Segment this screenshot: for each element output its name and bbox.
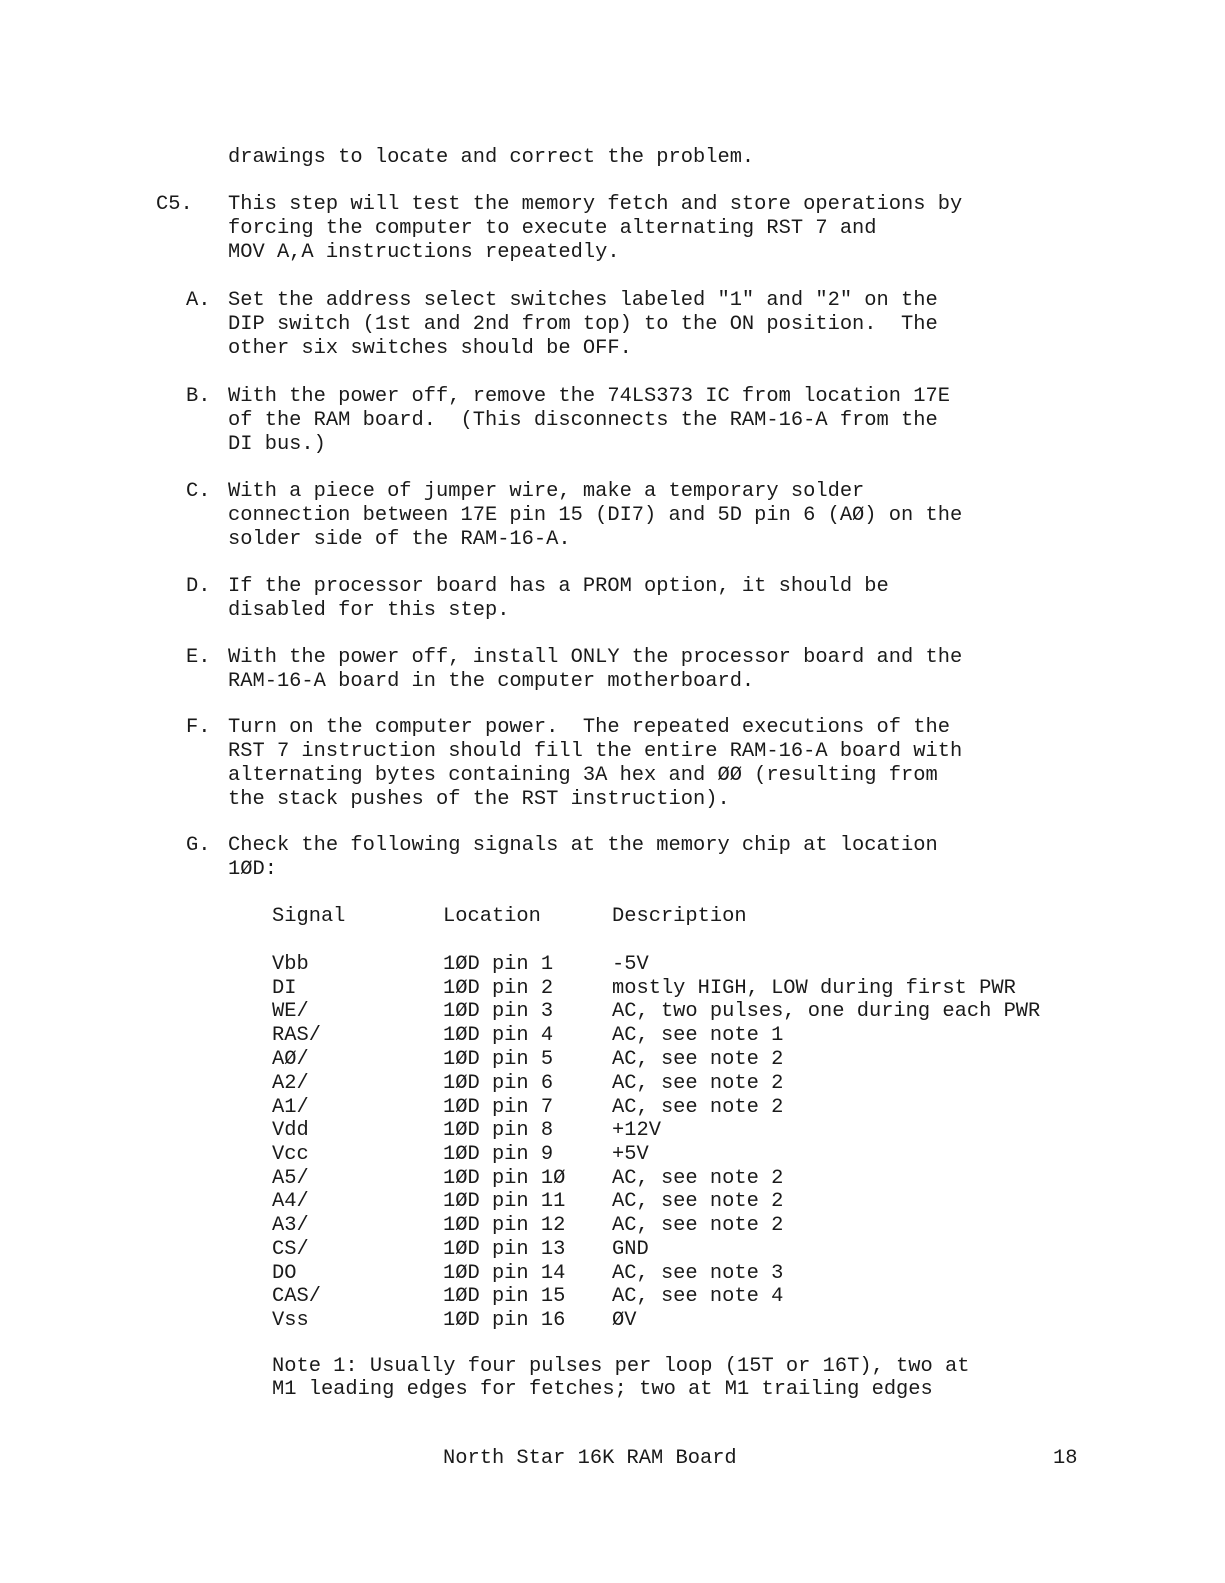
cell-description: AC, see note 1 <box>612 1024 784 1047</box>
step-label-c5: C5. <box>156 193 193 216</box>
cell-location: 1ØD pin 7 <box>443 1096 554 1119</box>
header-signal: Signal <box>272 905 346 928</box>
cell-signal: AØ/ <box>272 1048 309 1071</box>
cell-signal: WE/ <box>272 1000 309 1023</box>
footer-title: North Star 16K RAM Board <box>443 1447 737 1470</box>
continuation-line: drawings to locate and correct the problem. <box>228 146 755 169</box>
cell-location: 1ØD pin 5 <box>443 1048 554 1071</box>
cell-description: AC, see note 2 <box>612 1096 784 1119</box>
table-row <box>0 1238 1225 1262</box>
cell-signal: A1/ <box>272 1096 309 1119</box>
cell-description: GND <box>612 1238 649 1261</box>
cell-location: 1ØD pin 9 <box>443 1143 554 1166</box>
table-row <box>0 1285 1225 1309</box>
cell-description: AC, see note 2 <box>612 1048 784 1071</box>
table-row <box>0 1262 1225 1286</box>
cell-location: 1ØD pin 11 <box>443 1190 566 1213</box>
table-row <box>0 1309 1225 1333</box>
step-label-c: C. <box>186 480 211 503</box>
cell-description: mostly HIGH, LOW during first PWR <box>612 977 1016 1000</box>
cell-description: AC, see note 3 <box>612 1262 784 1285</box>
table-row <box>0 1048 1225 1072</box>
table-row <box>0 953 1225 977</box>
cell-signal: RAS/ <box>272 1024 321 1047</box>
table-header-row <box>0 905 1225 929</box>
cell-signal: CS/ <box>272 1238 309 1261</box>
cell-description: AC, see note 4 <box>612 1285 784 1308</box>
cell-signal: Vcc <box>272 1143 309 1166</box>
document-page: drawings to locate and correct the problem. C5. This step will test the memory fetch and store operations by forcing the computer to execute alternating RST 7 and MOV A,A instructions repeatedly. A. Set the address select switches labeled "1" and "2" on the DIP switch (1st and 2nd from top) to the ON position. The other six switches should be OFF. B. With the power off, remove the 74LS373 IC from location 17E of the RAM board. (This disconnects the RAM-16-A from the DI bus.) C. With a piece of jumper wire, make a temporary solder connection between 17E pin 15 (DI7) and 5D pin 6 (AØ) on the solder side of the RAM-16-A. D. If the processor board has a PROM option, it should be disabled for this step. E. With the power off, install ONLY the processor board and the RAM-16-A board in the computer motherboard. F. Turn on the computer power. The repeated executions of the RST 7 instruction should fill the entire RAM-16-A board with alternating bytes containing 3A hex and ØØ (resulting from the stack pushes of the RST instruction). G. Check the following signals at the memory chip at location 1ØD: Signal Location Description Vbb 1ØD pin 1 -5V DI 1ØD pin 2 mostly HIGH, LOW during first PWR WE/ 1ØD pin 3 AC, two pulses, one during each PWR RAS/ 1ØD pin 4 AC, see note 1 AØ/ 1ØD pin 5 AC, see note 2 A2/ 1ØD pin 6 AC, see note 2 A1/ 1ØD pin 7 AC, see note 2 Vdd 1ØD pin 8 +12V Vcc 1ØD pin 9 +5V A5/ 1ØD pin 1Ø AC, see note 2 A4/ 1ØD pin 11 AC, see note 2 A3/ 1ØD pin 12 AC, see note 2 CS/ 1ØD pin 13 GND DO 1ØD pin 14 AC, see note 3 CAS/ 1ØD pin 15 AC, see note 4 Vss 1ØD pin 16 ØV Note 1: Usually four pulses per loop (15T or 16T), two at M1 leading edges for fetches; two at M1 trailing edges North Star 16K RAM Board 18 <box>0 0 1225 1583</box>
cell-location: 1ØD pin 6 <box>443 1072 554 1095</box>
cell-description: +5V <box>612 1143 649 1166</box>
table-row <box>0 1190 1225 1214</box>
step-label-b: B. <box>186 385 211 408</box>
cell-location: 1ØD pin 1 <box>443 953 554 976</box>
table-row <box>0 1024 1225 1048</box>
cell-signal: DI <box>272 977 297 1000</box>
cell-location: 1ØD pin 2 <box>443 977 554 1000</box>
table-row <box>0 1167 1225 1191</box>
cell-signal: Vdd <box>272 1119 309 1142</box>
cell-description: AC, see note 2 <box>612 1214 784 1237</box>
cell-location: 1ØD pin 3 <box>443 1000 554 1023</box>
cell-description: AC, see note 2 <box>612 1190 784 1213</box>
table-row <box>0 1214 1225 1238</box>
table-row <box>0 1000 1225 1024</box>
cell-signal: A5/ <box>272 1167 309 1190</box>
cell-description: +12V <box>612 1119 661 1142</box>
table-row <box>0 1072 1225 1096</box>
step-label-a: A. <box>186 289 211 312</box>
cell-description: AC, two pulses, one during each PWR <box>612 1000 1041 1023</box>
cell-signal: A4/ <box>272 1190 309 1213</box>
cell-description: ØV <box>612 1309 637 1332</box>
cell-location: 1ØD pin 8 <box>443 1119 554 1142</box>
step-label-d: D. <box>186 575 211 598</box>
cell-location: 1ØD pin 1Ø <box>443 1167 566 1190</box>
cell-description: -5V <box>612 953 649 976</box>
step-label-e: E. <box>186 646 211 669</box>
cell-location: 1ØD pin 12 <box>443 1214 566 1237</box>
cell-signal: DO <box>272 1262 297 1285</box>
cell-description: AC, see note 2 <box>612 1167 784 1190</box>
cell-signal: A3/ <box>272 1214 309 1237</box>
step-label-g: G. <box>186 834 211 857</box>
cell-location: 1ØD pin 16 <box>443 1309 566 1332</box>
cell-location: 1ØD pin 4 <box>443 1024 554 1047</box>
header-location: Location <box>443 905 541 928</box>
header-description: Description <box>612 905 747 928</box>
table-row <box>0 1143 1225 1167</box>
cell-signal: Vbb <box>272 953 309 976</box>
page-number: 18 <box>1053 1447 1078 1470</box>
step-label-f: F. <box>186 716 211 739</box>
cell-description: AC, see note 2 <box>612 1072 784 1095</box>
cell-location: 1ØD pin 15 <box>443 1285 566 1308</box>
cell-signal: A2/ <box>272 1072 309 1095</box>
cell-location: 1ØD pin 13 <box>443 1238 566 1261</box>
table-row <box>0 1096 1225 1120</box>
table-row <box>0 977 1225 1001</box>
table-row <box>0 1119 1225 1143</box>
cell-signal: CAS/ <box>272 1285 321 1308</box>
cell-location: 1ØD pin 14 <box>443 1262 566 1285</box>
cell-signal: Vss <box>272 1309 309 1332</box>
